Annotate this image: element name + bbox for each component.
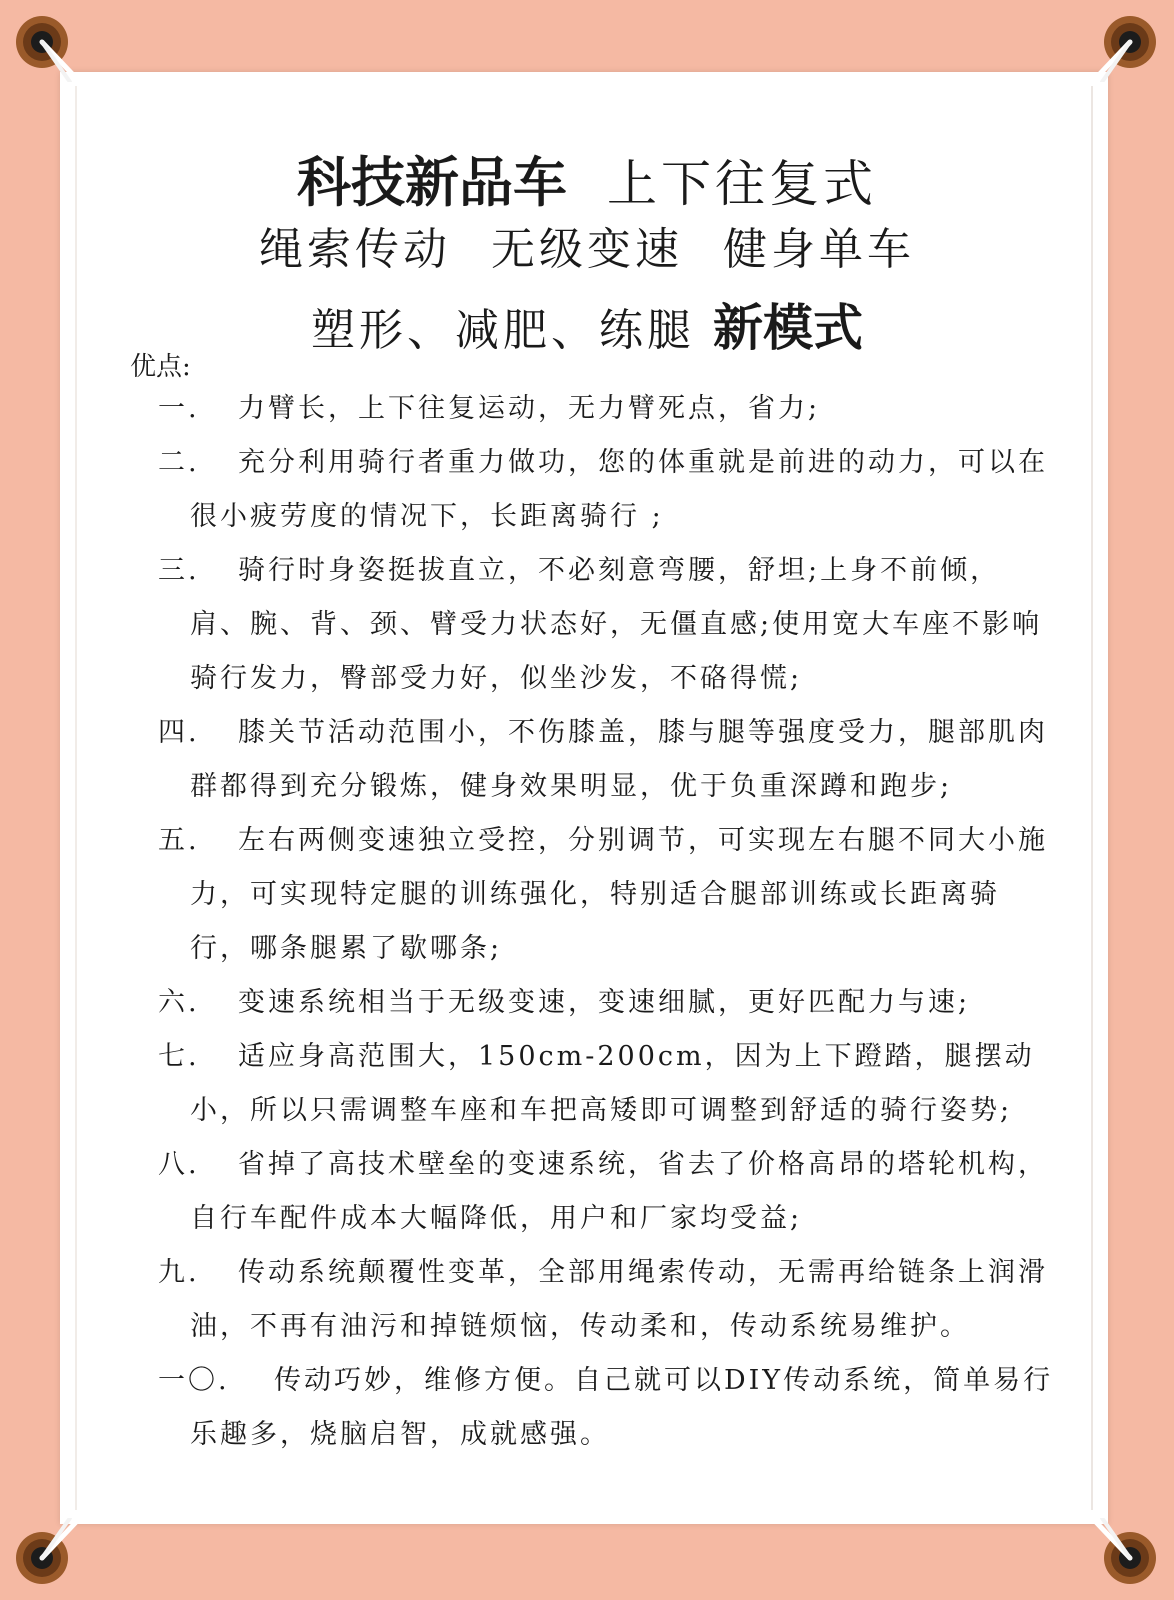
list-item <box>158 1246 1058 1354</box>
item-number: 四. <box>158 717 200 748</box>
item-number: 二. <box>158 447 200 478</box>
title-feature: 无级变速 <box>491 224 683 275</box>
item-text: 骑行时身姿挺拔直立，不必刻意弯腰，舒坦;上身不前倾，肩、腕、背、颈、臂受力状态好，无僵直感;使用宽大车座不影响骑行发力，臀部受力好，似坐沙发，不硌得慌; <box>190 555 1043 694</box>
title-new-mode: 新模式 <box>713 299 863 357</box>
pushpin-icon <box>1090 12 1160 82</box>
list-item <box>158 544 1058 706</box>
title-mechanism: 上下往复式 <box>607 155 877 213</box>
item-text: 变速系统相当于无级变速，变速细腻，更好匹配力与速; <box>238 987 971 1018</box>
item-text: 传动巧妙，维修方便。自己就可以DIY传动系统，简单易行乐趣多，烧脑启智，成就感强。 <box>190 1365 1054 1450</box>
list-item <box>158 1354 1058 1462</box>
title-feature: 健身单车 <box>723 224 915 275</box>
title-line-1 <box>0 140 1174 217</box>
item-text: 膝关节活动范围小，不伤膝盖，膝与腿等强度受力，腿部肌肉群都得到充分锻炼，健身效果明显，优于负重深蹲和跑步; <box>190 717 1048 802</box>
pushpin-icon <box>12 12 82 82</box>
item-number: 六. <box>158 987 200 1018</box>
list-item <box>158 436 1058 544</box>
list-item <box>158 382 1058 436</box>
advantages-heading: 优点: <box>130 352 191 382</box>
list-item <box>158 706 1058 814</box>
title-benefits: 塑形、减肥、练腿 <box>311 305 695 356</box>
item-text: 力臂长，上下往复运动，无力臂死点，省力; <box>238 393 821 424</box>
item-number: 九. <box>158 1257 200 1288</box>
pushpin-icon <box>1090 1518 1160 1588</box>
item-text: 省掉了高技术壁垒的变速系统，省去了价格高昂的塔轮机构，自行车配件成本大幅降低，用户和厂家均受益; <box>190 1149 1048 1234</box>
item-text: 充分利用骑行者重力做功，您的体重就是前进的动力，可以在很小疲劳度的情况下，长距离骑行 ; <box>190 447 1048 532</box>
item-number: 八. <box>158 1149 200 1180</box>
item-number: 一. <box>158 393 200 424</box>
item-number: 三. <box>158 555 200 586</box>
pushpin-icon <box>12 1518 82 1588</box>
title-product: 科技新品车 <box>297 151 567 214</box>
item-text: 左右两侧变速独立受控，分别调节，可实现左右腿不同大小施力，可实现特定腿的训练强化，特别适合腿部训练或长距离骑行，哪条腿累了歇哪条; <box>190 825 1048 964</box>
item-text: 适应身高范围大，150cm-200cm，因为上下蹬踏，腿摆动小，所以只需调整车座和车把高矮即可调整到舒适的骑行姿势; <box>190 1041 1035 1126</box>
item-number: 一〇. <box>158 1365 230 1396</box>
list-item <box>158 1138 1058 1246</box>
list-item <box>158 976 1058 1030</box>
item-text: 传动系统颠覆性变革，全部用绳索传动，无需再给链条上润滑油，不再有油污和掉链烦恼，传动柔和，传动系统易维护。 <box>190 1257 1048 1342</box>
title-feature: 绳索传动 <box>259 224 451 275</box>
list-item <box>158 814 1058 976</box>
list-item <box>158 1030 1058 1138</box>
advantages-list <box>158 382 1058 1462</box>
item-number: 七. <box>158 1041 200 1072</box>
item-number: 五. <box>158 825 200 856</box>
title-line-2 <box>0 213 1174 277</box>
